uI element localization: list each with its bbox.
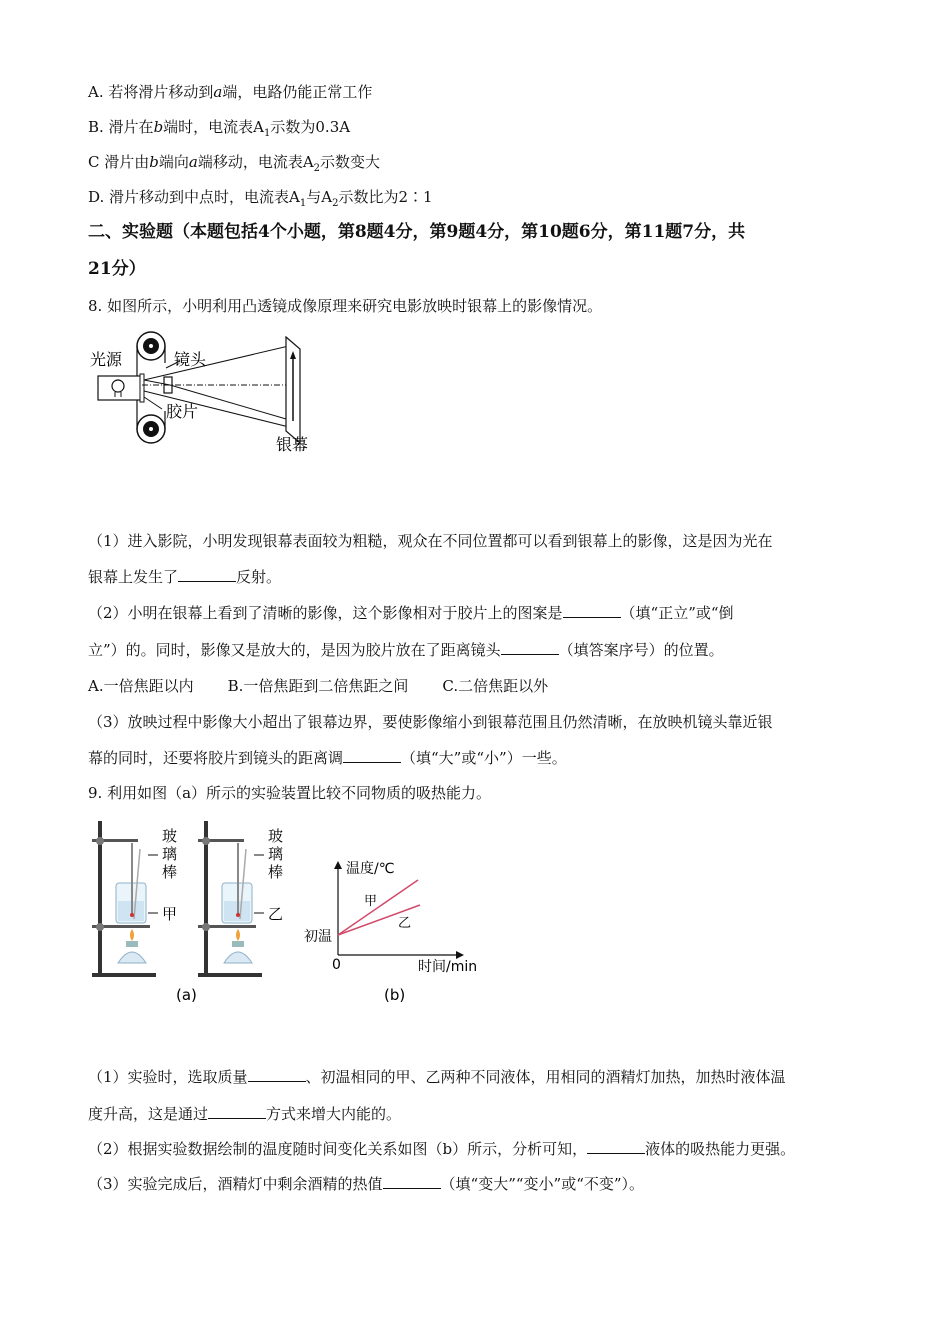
caption-b: (b) — [384, 986, 406, 1004]
caption-a: (a) — [176, 986, 197, 1004]
label-jia: 甲 — [162, 905, 178, 923]
projector-diagram — [88, 325, 328, 460]
option-d: D. 滑片移动到中点时，电流表$A_1$与$A_2$示数比为2∶1 — [88, 188, 433, 209]
answer-blank[interactable] — [178, 567, 236, 582]
answer-blank[interactable] — [501, 640, 559, 655]
answer-blank[interactable] — [587, 1139, 645, 1154]
q8-part2-line1: （2）小明在银幕上看到了清晰的影像，这个影像相对于胶片上的图案是 （填“正立”或“倒 — [88, 604, 734, 622]
series-label-yi: 乙 — [398, 916, 412, 931]
section-title-line1: 二、实验题（本题包括4个小题，第8题4分，第9题4分，第10题6分，第11题7分，共 — [88, 222, 746, 242]
label-film: 胶片 — [166, 402, 199, 421]
origin-label: 0 — [332, 957, 341, 973]
answer-blank[interactable] — [563, 603, 621, 618]
apparatus-right — [198, 821, 262, 977]
series-label-jia: 甲 — [364, 894, 378, 909]
label-lens: 镜头 — [174, 350, 207, 369]
answer-blank[interactable] — [208, 1104, 266, 1119]
q8-part3-line2: 幕的同时，还要将胶片到镜头的距离调 （填“大”或“小”）一些。 — [88, 749, 567, 767]
q9-part3: （3）实验完成后，酒精灯中剩余酒精的热值 （填“变大”“变小”或“不变”）。 — [88, 1175, 645, 1193]
q9-part1-line1: （1）实验时，选取质量 、初温相同的甲、乙两种不同液体，用相同的酒精灯加热，加热时液体温 — [88, 1068, 786, 1086]
q8-part3-line1: （3）放映过程中影像大小超出了银幕边界，要使影像缩小到银幕范围且仍然清晰，在放映机镜头靠近银 — [88, 713, 773, 731]
q9-part1-line2: 度升高，这是通过 方式来增大内能的。 — [88, 1105, 402, 1123]
option-a: A. 若将滑片移动到a端，电路仍能正常工作 — [88, 83, 373, 101]
initial-temp-label: 初温 — [304, 929, 332, 945]
section-title-line2: 21分） — [88, 259, 146, 279]
q8-part1-line2: 银幕上发生了 反射。 — [88, 568, 282, 586]
answer-blank[interactable] — [343, 748, 401, 763]
label-light-source: 光源 — [90, 350, 123, 369]
q9-part2: （2）根据实验数据绘制的温度随时间变化关系如图（b）所示，分析可知， 液体的吸热能力更强。 — [88, 1140, 796, 1158]
film — [140, 374, 144, 402]
answer-blank[interactable] — [248, 1067, 306, 1082]
x-axis-label: 时间/min — [418, 959, 478, 975]
svg-text:玻: 玻 — [268, 827, 284, 845]
svg-text:璃: 璃 — [162, 845, 178, 863]
option-c: C 滑片由b端向a端移动，电流表$A_2$示数变大 — [88, 153, 381, 174]
q8-part2-line2: 立”）的。同时，影像又是放大的，是因为胶片放在了距离镜头 （填答案序号）的位置。 — [88, 641, 724, 659]
q8-stem: 8. 如图所示，小明利用凸透镜成像原理来研究电影放映时银幕上的影像情况。 — [88, 297, 603, 315]
svg-text:棒: 棒 — [162, 863, 178, 881]
q9-stem: 9. 利用如图（a）所示的实验装置比较不同物质的吸热能力。 — [88, 784, 492, 802]
svg-text:棒: 棒 — [268, 863, 284, 881]
light-source-box — [98, 376, 142, 400]
apparatus-left — [92, 821, 156, 977]
q8-part1-line1: （1）进入影院，小明发现银幕表面较为粗糙，观众在不同位置都可以看到银幕上的影像，这是因为光在 — [88, 532, 773, 550]
svg-text:璃: 璃 — [268, 845, 284, 863]
y-axis-label: 温度/℃ — [346, 861, 395, 877]
option-b: B. 滑片在b端时，电流表$A_1$示数为0.3A — [88, 118, 351, 139]
heating-apparatus-figure — [88, 815, 288, 1010]
label-yi: 乙 — [268, 905, 284, 923]
q8-choices: A.一倍焦距以内 B.一倍焦距到二倍焦距之间 C.二倍焦距以外 — [88, 677, 549, 695]
svg-text:玻: 玻 — [162, 827, 178, 845]
label-screen: 银幕 — [276, 435, 309, 454]
answer-blank[interactable] — [383, 1174, 441, 1189]
temperature-time-graph — [300, 855, 490, 1005]
